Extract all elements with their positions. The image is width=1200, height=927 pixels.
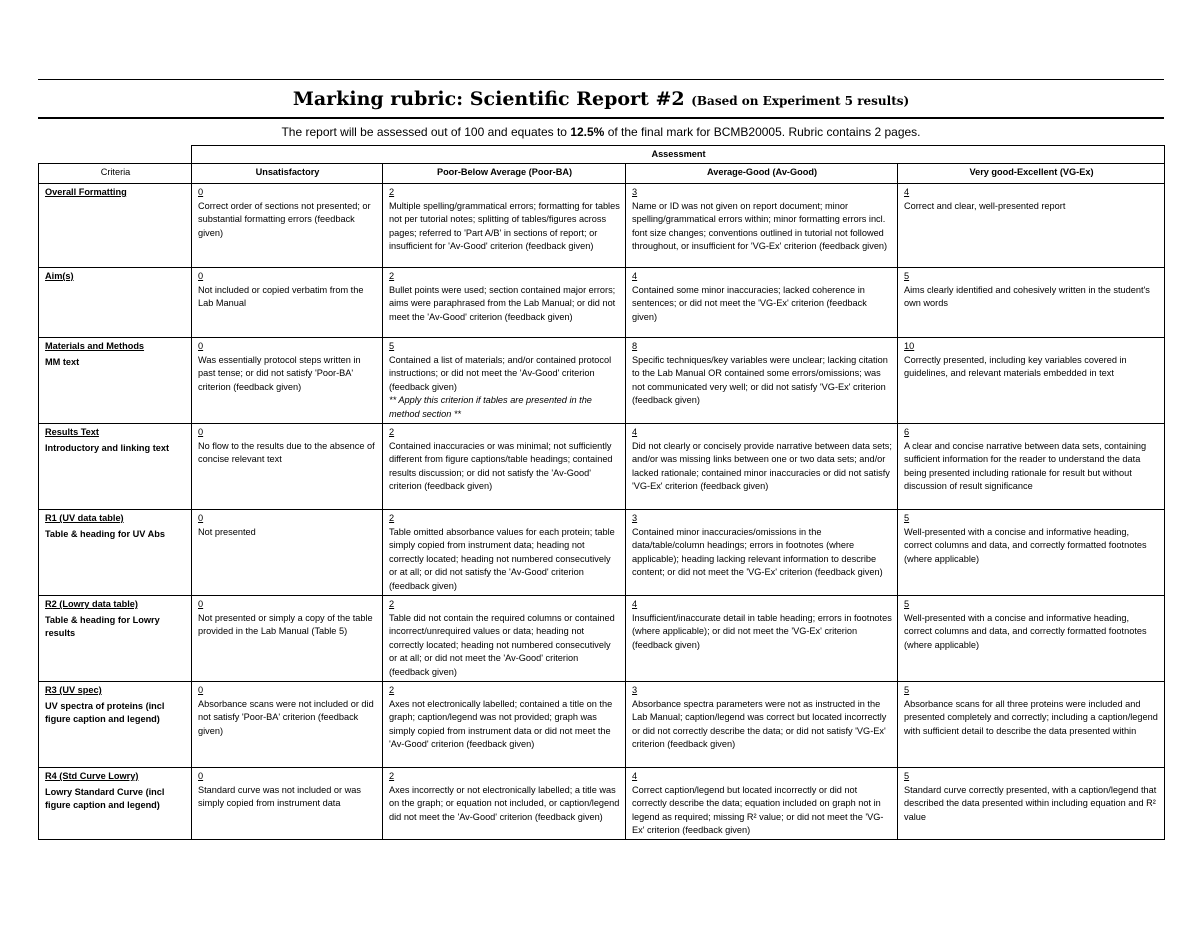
- descriptor-text: Contained minor inaccuracies/omissions in the data/table/column headings; errors in footnotes (where applicable); heading lacking relevant information to describe content; or did not meet the 'VG-Ex' criterion (feedback given): [632, 526, 883, 577]
- descriptor-text: Correct caption/legend but located incorrectly or did not correctly describe the data; equation included on graph not in legend as required; missing R² value; or did not meet the 'VG-Ex' criterion (feedback given): [632, 784, 884, 835]
- descriptor-text: No flow to the results due to the absence of concise relevant text: [198, 440, 375, 464]
- score-value: 2: [389, 771, 395, 781]
- intro-after: of the final mark for BCMB20005. Rubric contains 2 pages.: [604, 125, 921, 139]
- descriptor-text: Did not clearly or concisely provide narrative between data sets; and/or was missing links between one or two data sets; and/or lacked rationale; contained minor inaccuracies or did not satisfy 'VG-Ex' criterion (feedback given): [632, 440, 892, 491]
- criteria-title: R1 (UV data table): [45, 513, 124, 523]
- column-header-poor-ba: Poor-Below Average (Poor-BA): [383, 164, 626, 184]
- rubric-cell-vg-ex: [898, 268, 1165, 338]
- descriptor-text: Insufficient/inaccurate detail in table heading; errors in footnotes (where applicable); or did not meet the 'VG-Ex' criterion (feedback given): [632, 612, 892, 650]
- descriptor-text: Absorbance scans were not included or did not satisfy 'Poor-BA' criterion (feedback given): [198, 698, 374, 736]
- descriptor-note: ** Apply this criterion if tables are presented in the method section **: [389, 395, 592, 419]
- score-value: 2: [389, 271, 395, 281]
- descriptor-text: Standard curve was not included or was simply copied from instrument data: [198, 784, 361, 808]
- score-value: 4: [632, 271, 638, 281]
- title-subtitle: (Based on Experiment 5 results): [691, 94, 910, 108]
- descriptor-text: Absorbance spectra parameters were not as instructed in the Lab Manual; caption/legend was correct but located incorrectly or did not correctly describe the data; or did not satisfy 'VG-Ex' criterion (feedback given): [632, 698, 887, 749]
- score-value: 0: [198, 427, 204, 437]
- score-value: 3: [632, 187, 638, 197]
- rubric-row-results-text: [39, 424, 1165, 510]
- criteria-subtitle: Introductory and linking text: [45, 442, 170, 453]
- score-value: 0: [198, 513, 204, 523]
- intro-text: [38, 125, 1164, 139]
- descriptor-text: Not presented or simply a copy of the table provided in the Lab Manual (Table 5): [198, 612, 373, 636]
- score-value: 5: [904, 771, 910, 781]
- rubric-cell-av-good: [626, 424, 898, 510]
- criteria-cell: [39, 268, 192, 338]
- score-value: 0: [198, 187, 204, 197]
- rubric-table: [38, 145, 1165, 840]
- rubric-cell-vg-ex: [898, 596, 1165, 682]
- score-value: 2: [389, 513, 395, 523]
- criteria-header: Criteria: [39, 164, 192, 184]
- score-value: 10: [904, 341, 915, 351]
- rubric-cell-av-good: [626, 184, 898, 268]
- criteria-subtitle: UV spectra of proteins (incl figure caption and legend): [45, 700, 165, 724]
- rubric-cell-unsatisfactory: [192, 682, 383, 768]
- descriptor-text: Correct order of sections not presented; or substantial formatting errors (feedback given): [198, 200, 371, 238]
- descriptor-text: Multiple spelling/grammatical errors; formatting for tables not per tutorial notes; splitting of tables/figures across pages; referred to 'Part A/B' in sections of report; or insufficient for 'Av-Good' criterion (feedback given): [389, 200, 620, 251]
- score-value: 5: [904, 685, 910, 695]
- criteria-title: Overall Formatting: [45, 187, 127, 197]
- rubric-cell-poor-ba: [383, 268, 626, 338]
- criteria-cell: [39, 768, 192, 840]
- rubric-cell-av-good: [626, 682, 898, 768]
- score-value: 3: [632, 685, 638, 695]
- descriptor-text: Axes incorrectly or not electronically labelled; a title was on the graph; or equation not included, or caption/legend did not meet the 'Av-Good' criterion (feedback given): [389, 784, 620, 822]
- score-value: 8: [632, 341, 638, 351]
- score-value: 2: [389, 685, 395, 695]
- rubric-cell-av-good: [626, 338, 898, 424]
- criteria-title: R2 (Lowry data table): [45, 599, 138, 609]
- score-value: 2: [389, 599, 395, 609]
- intro-bold: 12.5%: [570, 125, 605, 139]
- score-value: 3: [632, 513, 638, 523]
- rubric-row-r3-uv-spec: [39, 682, 1165, 768]
- rubric-row-r1-uv-data-table: [39, 510, 1165, 596]
- score-value: 5: [904, 271, 910, 281]
- rubric-cell-poor-ba: [383, 338, 626, 424]
- descriptor-text: Bullet points were used; section contained major errors; aims were paraphrased from the Lab Manual; or did not meet the 'Av-Good' criterion (feedback given): [389, 284, 616, 322]
- rubric-cell-unsatisfactory: [192, 596, 383, 682]
- intro-before: The report will be assessed out of 100 and equates to: [281, 125, 571, 139]
- blank-corner: [39, 146, 192, 164]
- descriptor-text: Correct and clear, well-presented report: [904, 200, 1066, 211]
- score-value: 4: [904, 187, 910, 197]
- descriptor-text: Contained some minor inaccuracies; lacked coherence in sentences; or did not meet the 'VG-Ex' criterion (feedback given): [632, 284, 867, 322]
- score-value: 6: [904, 427, 910, 437]
- rubric-cell-vg-ex: [898, 510, 1165, 596]
- descriptor-text: Not presented: [198, 526, 256, 537]
- descriptor-text: Was essentially protocol steps written in past tense; or did not satisfy 'Poor-BA' criterion (feedback given): [198, 354, 361, 392]
- rubric-cell-unsatisfactory: [192, 510, 383, 596]
- criteria-cell: [39, 596, 192, 682]
- criteria-cell: [39, 184, 192, 268]
- rubric-cell-unsatisfactory: [192, 268, 383, 338]
- score-value: 0: [198, 599, 204, 609]
- criteria-title: Results Text: [45, 427, 99, 437]
- rubric-cell-vg-ex: [898, 424, 1165, 510]
- descriptor-text: Standard curve correctly presented, with a caption/legend that described the data presented within including equation and R² value: [904, 784, 1157, 822]
- column-header-unsatisfactory: Unsatisfactory: [192, 164, 383, 184]
- rubric-cell-poor-ba: [383, 682, 626, 768]
- descriptor-text: Correctly presented, including key variables covered in guidelines, and relevant materials embedded in text: [904, 354, 1127, 378]
- rubric-row-r2-lowry-data-table: [39, 596, 1165, 682]
- score-value: 5: [904, 513, 910, 523]
- descriptor-text: Well-presented with a concise and informative heading, correct columns and data, and correctly formatted footnotes (where applicable): [904, 526, 1147, 564]
- rubric-cell-av-good: [626, 768, 898, 840]
- rubric-cell-unsatisfactory: [192, 184, 383, 268]
- rubric-row-overall-formatting: [39, 184, 1165, 268]
- rubric-cell-vg-ex: [898, 682, 1165, 768]
- column-header-av-good: Average-Good (Av-Good): [626, 164, 898, 184]
- rubric-cell-vg-ex: [898, 768, 1165, 840]
- rubric-cell-av-good: [626, 596, 898, 682]
- score-value: 5: [389, 341, 395, 351]
- descriptor-text: Name or ID was not given on report document; minor spelling/grammatical errors within; minor formatting errors incl. font size changes; conventions outlined in tutorial not followed throughout, or insufficient for 'VG-Ex' criterion (feedback given): [632, 200, 888, 251]
- descriptor-text: A clear and concise narrative between data sets, containing sufficient information for the reader to understand the data being presented including rationale for result but without discussion of result significance: [904, 440, 1147, 491]
- descriptor-text: Well-presented with a concise and informative heading, correct columns and data, and correctly formatted footnotes (where applicable): [904, 612, 1147, 650]
- score-value: 4: [632, 771, 638, 781]
- rubric-row-r4-std-curve-lowry: [39, 768, 1165, 840]
- criteria-cell: [39, 338, 192, 424]
- descriptor-text: Aims clearly identified and cohesively written in the student's own words: [904, 284, 1150, 308]
- rubric-cell-vg-ex: [898, 184, 1165, 268]
- criteria-title: R4 (Std Curve Lowry): [45, 771, 139, 781]
- document-title: [38, 88, 1164, 110]
- column-header-vg-ex: Very good-Excellent (VG-Ex): [898, 164, 1165, 184]
- descriptor-text: Absorbance scans for all three proteins were included and presented completely and correctly; including a caption/legend with sufficient detail to describe the data presented within: [904, 698, 1158, 736]
- criteria-subtitle: Lowry Standard Curve (incl figure caption and legend): [45, 786, 165, 810]
- criteria-title: Aim(s): [45, 271, 74, 281]
- rubric-cell-vg-ex: [898, 338, 1165, 424]
- rubric-cell-av-good: [626, 268, 898, 338]
- rubric-cell-poor-ba: [383, 510, 626, 596]
- criteria-subtitle: Table & heading for UV Abs: [45, 528, 165, 539]
- score-value: 4: [632, 427, 638, 437]
- score-value: 0: [198, 271, 204, 281]
- rubric-cell-unsatisfactory: [192, 424, 383, 510]
- score-value: 5: [904, 599, 910, 609]
- descriptor-text: Contained inaccuracies or was minimal; not sufficiently different from figure captions/table headings; contained results discussion; or did not satisfy the 'Av-Good' criterion (feedback given): [389, 440, 613, 491]
- rubric-cell-poor-ba: [383, 184, 626, 268]
- descriptor-text: Not included or copied verbatim from the Lab Manual: [198, 284, 364, 308]
- score-value: 0: [198, 685, 204, 695]
- score-value: 2: [389, 427, 395, 437]
- rubric-cell-unsatisfactory: [192, 768, 383, 840]
- score-value: 4: [632, 599, 638, 609]
- score-value: 0: [198, 771, 204, 781]
- criteria-title: Materials and Methods: [45, 341, 145, 351]
- rubric-cell-av-good: [626, 510, 898, 596]
- criteria-cell: [39, 682, 192, 768]
- descriptor-text: Specific techniques/key variables were unclear; lacking citation to the Lab Manual OR contained some errors/omissions; was not communicated very well; or did not satisfy 'VG-Ex' criterion (feedback given): [632, 354, 888, 405]
- score-value: 0: [198, 341, 204, 351]
- descriptor-text: Table omitted absorbance values for each protein; table simply copied from instrument data; heading not correctly located; heading not numbered consecutively or at all; or did not satisfy the 'Av-Good' criterion (feedback given): [389, 526, 615, 591]
- title-rule: [38, 117, 1164, 119]
- criteria-title: R3 (UV spec): [45, 685, 102, 695]
- rubric-row-aims: [39, 268, 1165, 338]
- descriptor-text: Table did not contain the required columns or contained incorrect/unrequired values or data; heading not correctly located; heading not numbered consecutively or at all; or did not meet the 'Av-Good' criterion (feedback given): [389, 612, 615, 677]
- title-main: Marking rubric: Scientific Report #2: [292, 88, 685, 110]
- rubric-row-materials-methods: [39, 338, 1165, 424]
- rubric-cell-poor-ba: [383, 596, 626, 682]
- rubric-cell-unsatisfactory: [192, 338, 383, 424]
- criteria-cell: [39, 424, 192, 510]
- rubric-cell-poor-ba: [383, 424, 626, 510]
- criteria-subtitle: MM text: [45, 356, 80, 367]
- rubric-cell-poor-ba: [383, 768, 626, 840]
- score-value: 2: [389, 187, 395, 197]
- descriptor-text: Axes not electronically labelled; contained a title on the graph; caption/legend was not provided; graph was simply copied from instrument data or did not meet the 'Av-Good' criterion (feedback given): [389, 698, 613, 749]
- top-rule: [38, 79, 1164, 80]
- assessment-header: Assessment: [192, 146, 1165, 164]
- descriptor-text: Contained a list of materials; and/or contained protocol instructions; or did not meet the 'Av-Good' criterion (feedback given): [389, 354, 612, 392]
- criteria-cell: [39, 510, 192, 596]
- criteria-subtitle: Table & heading for Lowry results: [45, 614, 160, 638]
